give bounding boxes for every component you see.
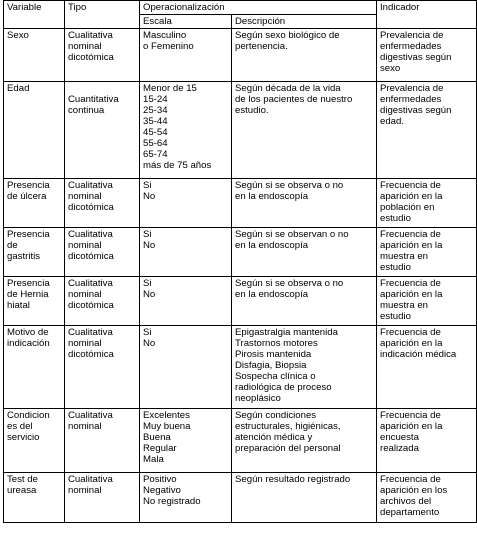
cell-indicador (377, 326, 477, 409)
cell-text: 15-24 (143, 94, 168, 105)
cell-text: estudio (380, 262, 411, 273)
header-variable: Variable (4, 1, 65, 29)
cell-tipo (65, 228, 140, 277)
cell-text: dicotómica (68, 300, 114, 311)
cell-text: nominal (68, 289, 102, 300)
cell-text: Menor de 15 (143, 83, 197, 94)
cell-text: Según década de la vida (235, 83, 341, 94)
cell-text: indicación (7, 338, 50, 349)
cell-text: Frecuencia de (380, 278, 441, 289)
cell-text: Frecuencia de (380, 410, 441, 421)
cell-descripcion (232, 326, 377, 409)
cell-text: Prevalencia de (380, 83, 444, 94)
table-row (4, 473, 477, 523)
cell-text: de (7, 240, 18, 251)
cell-text: Según sexo biológico de (235, 30, 340, 41)
header-descripcion: Descripción (232, 15, 377, 29)
cell-text: Presencia (7, 278, 50, 289)
cell-text: nominal (68, 191, 102, 202)
cell-text: atención médica y (235, 432, 313, 443)
cell-text: enfermedades (380, 41, 442, 52)
table-row (4, 228, 477, 277)
cell-descripcion (232, 82, 377, 179)
cell-escala (140, 82, 232, 179)
cell-text: Prevalencia de (380, 30, 444, 41)
cell-text: Según si se observa o no (235, 180, 344, 191)
cell-text: aparición en la (380, 289, 443, 300)
cell-variable (4, 179, 65, 228)
cell-text: Pirosis mantenida (235, 349, 312, 360)
cell-text: Si (143, 327, 152, 338)
cell-text: Cualitativa (68, 278, 113, 289)
cell-text: Si (143, 278, 152, 289)
cell-text: Cuantitativa (68, 94, 119, 105)
cell-text: más de 75 años (143, 160, 212, 171)
cell-text: nominal (68, 421, 102, 432)
cell-text: Mala (143, 454, 164, 465)
cell-variable (4, 82, 65, 179)
cell-text: dicotómica (68, 52, 114, 63)
cell-text: gastritis (7, 251, 41, 262)
cell-escala (140, 277, 232, 326)
cell-text: Excelentes (143, 410, 190, 421)
cell-text: Buena (143, 432, 171, 443)
cell-text: de los pacientes de nuestro (235, 94, 353, 105)
cell-variable (4, 326, 65, 409)
cell-text: aparición en la (380, 338, 443, 349)
cell-text: Trastornos motores (235, 338, 318, 349)
cell-escala (140, 473, 232, 523)
cell-descripcion (232, 228, 377, 277)
cell-text: Muy buena (143, 421, 191, 432)
table-row (4, 29, 477, 82)
cell-text: Frecuencia de (380, 474, 441, 485)
cell-text: estudio (380, 311, 411, 322)
table-row (4, 82, 477, 179)
cell-escala (140, 326, 232, 409)
cell-text: muestra en (380, 251, 428, 262)
cell-text: dicotómica (68, 202, 114, 213)
cell-text: nominal (68, 485, 102, 496)
cell-descripcion (232, 179, 377, 228)
cell-text: digestivas según (380, 52, 452, 63)
cell-text: Condicion (7, 410, 50, 421)
cell-text: Cualitativa (68, 30, 113, 41)
cell-text: dicotómica (68, 349, 114, 360)
cell-text: continua (68, 105, 105, 116)
cell-descripcion (232, 473, 377, 523)
cell-variable (4, 29, 65, 82)
cell-text: neoplásico (235, 393, 281, 404)
header-indicador: Indicador (377, 1, 477, 29)
cell-text: Frecuencia de (380, 180, 441, 191)
cell-tipo (65, 409, 140, 473)
cell-text: en la endoscopía (235, 191, 309, 202)
cell-text: Presencia (7, 180, 50, 191)
cell-text: Test de (7, 474, 38, 485)
cell-text: estudio. (235, 105, 269, 116)
cell-escala (140, 228, 232, 277)
table-row (4, 409, 477, 473)
cell-text: Según si se observa o no (235, 278, 344, 289)
cell-text: Cualitativa (68, 474, 113, 485)
cell-descripcion (232, 29, 377, 82)
cell-text: Cualitativa (68, 180, 113, 191)
cell-text: estudio (380, 213, 411, 224)
cell-text: en la endoscopía (235, 240, 309, 251)
cell-text: aparición en los (380, 485, 448, 496)
cell-text: Edad (7, 83, 30, 94)
cell-text: estructurales, higiénicas, (235, 421, 341, 432)
cell-text: No (143, 289, 156, 300)
header-escala: Escala (140, 15, 232, 29)
cell-text: encuesta (380, 432, 419, 443)
cell-tipo (65, 179, 140, 228)
cell-descripcion (232, 409, 377, 473)
cell-text: Si (143, 180, 152, 191)
cell-escala (140, 409, 232, 473)
operationalization-table (3, 0, 477, 523)
cell-text: nominal (68, 41, 102, 52)
cell-text: dicotómica (68, 251, 114, 262)
cell-text: de úlcera (7, 191, 47, 202)
cell-text: No (143, 338, 156, 349)
cell-text: digestivas según (380, 105, 452, 116)
cell-text (68, 83, 136, 94)
cell-text: 65-74 (143, 149, 168, 160)
cell-indicador (377, 29, 477, 82)
cell-text: es del (7, 421, 33, 432)
cell-text: población en (380, 202, 435, 213)
cell-text: Negativo (143, 485, 181, 496)
cell-text: Según condiciones (235, 410, 317, 421)
cell-text: indicación médica (380, 349, 457, 360)
cell-tipo (65, 277, 140, 326)
cell-indicador (377, 409, 477, 473)
cell-text: preparación del personal (235, 443, 341, 454)
cell-text: nominal (68, 338, 102, 349)
cell-text: realizada (380, 443, 419, 454)
cell-text: Regular (143, 443, 177, 454)
cell-text: departamento (380, 507, 440, 518)
header-row (4, 1, 477, 15)
cell-indicador (377, 277, 477, 326)
cell-text: Sospecha clínica o (235, 371, 316, 382)
cell-text: 25-34 (143, 105, 168, 116)
header-operacionalizacion: Operacionalización (140, 1, 377, 15)
cell-text: de Hernia (7, 289, 49, 300)
cell-text: 35-44 (143, 116, 168, 127)
table-row (4, 277, 477, 326)
cell-text: Cualitativa (68, 410, 113, 421)
cell-text: Si (143, 229, 152, 240)
cell-tipo (65, 473, 140, 523)
cell-text: radiológica de proceso (235, 382, 332, 393)
cell-text: Según resultado registrado (235, 474, 351, 485)
cell-text: No (143, 191, 156, 202)
cell-text: aparición en la (380, 421, 443, 432)
cell-indicador (377, 473, 477, 523)
cell-text: enfermedades (380, 94, 442, 105)
cell-text: Disfagia, Biopsia (235, 360, 307, 371)
cell-text: servicio (7, 432, 40, 443)
cell-text: archivos del (380, 496, 432, 507)
cell-text: hiatal (7, 300, 30, 311)
cell-text: pertenencia. (235, 41, 288, 52)
cell-text: Epigastralgia mantenida (235, 327, 338, 338)
header-tipo: Tipo (65, 1, 140, 29)
cell-indicador (377, 228, 477, 277)
cell-text: 45-54 (143, 127, 168, 138)
cell-tipo (65, 82, 140, 179)
cell-descripcion (232, 277, 377, 326)
cell-text: 55-64 (143, 138, 168, 149)
cell-text: Presencia (7, 229, 50, 240)
cell-tipo (65, 29, 140, 82)
cell-tipo (65, 326, 140, 409)
cell-text: Masculino (143, 30, 187, 41)
cell-variable (4, 277, 65, 326)
table-row (4, 179, 477, 228)
cell-text: Frecuencia de (380, 229, 441, 240)
cell-variable (4, 409, 65, 473)
cell-text: Según si se observan o no (235, 229, 349, 240)
cell-text: Cualitativa (68, 327, 113, 338)
cell-text: No (143, 240, 156, 251)
cell-text: o Femenino (143, 41, 194, 52)
cell-indicador (377, 179, 477, 228)
table-row (4, 326, 477, 409)
cell-variable (4, 228, 65, 277)
cell-text: ureasa (7, 485, 37, 496)
cell-indicador (377, 82, 477, 179)
cell-variable (4, 473, 65, 523)
cell-text: Cualitativa (68, 229, 113, 240)
cell-text: edad. (380, 116, 405, 127)
cell-text: aparición en la (380, 240, 443, 251)
cell-escala (140, 179, 232, 228)
cell-text: en la endoscopía (235, 289, 309, 300)
cell-escala (140, 29, 232, 82)
cell-text: Sexo (7, 30, 29, 41)
cell-text: nominal (68, 240, 102, 251)
cell-text: muestra en (380, 300, 428, 311)
cell-text: sexo (380, 63, 401, 74)
cell-text: No registrado (143, 496, 201, 507)
cell-text: Motivo de (7, 327, 49, 338)
cell-text: Positivo (143, 474, 177, 485)
cell-text: aparición en la (380, 191, 443, 202)
cell-text: Frecuencia de (380, 327, 441, 338)
